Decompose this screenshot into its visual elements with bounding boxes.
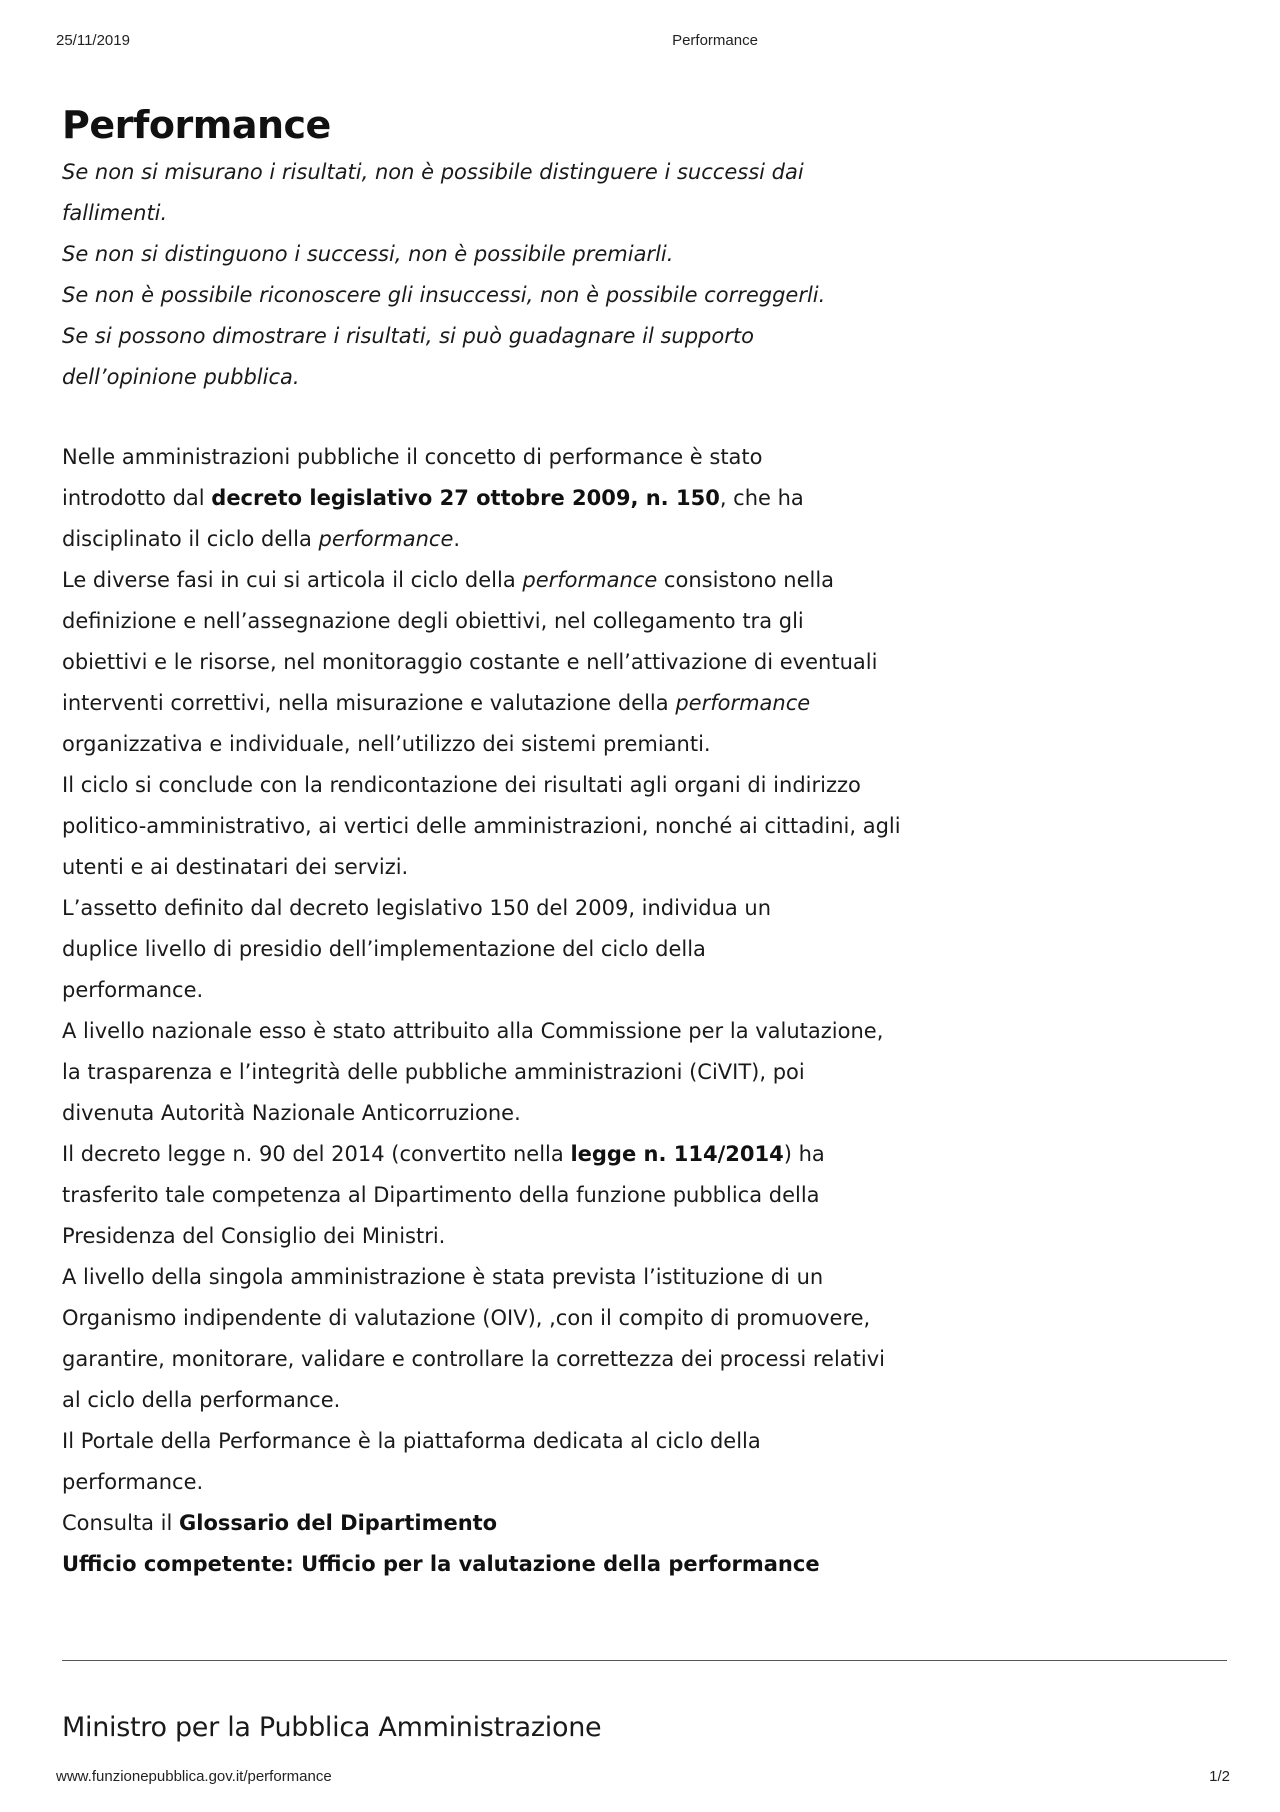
glossary-link[interactable]: Glossario del Dipartimento: [179, 1511, 498, 1535]
decree-link[interactable]: decreto legislativo 27 ottobre 2009, n. 150: [211, 486, 720, 510]
print-footer: [0, 1768, 1280, 1788]
footer-organization: Ministro per la Pubblica Amministrazione: [62, 1712, 602, 1743]
quote-line: Se non si distinguono i successi, non è possibile premiarli.: [62, 242, 674, 266]
paragraph-decree: Nelle amministrazioni pubbliche il concetto di performance è stato introdotto dal decreto legislativo 27 ottobre 2009, n. 150, che ha disciplinato il ciclo della performance.: [62, 445, 804, 551]
page-title: Performance: [62, 103, 331, 147]
print-header: [0, 32, 1280, 52]
quote-line: Se non si misurano i risultati, non è possibile distinguere i successi dai: [62, 160, 804, 184]
paragraph-phases: Le diverse fasi in cui si articola il ciclo della performance consistono nella definizione e nell’assegnazione degli obiettivi, nel collegamento tra gli obiettivi e le risorse, nel monitoraggio costante e nell’attivazione di eventuali interventi correttivi, nella misurazione e valutazione della performance organizzativa e individuale, nell’utilizzo dei sistemi premianti.: [62, 568, 878, 756]
office-in-charge[interactable]: [62, 1544, 1062, 1585]
paragraph-reporting: Il ciclo si conclude con la rendicontazione dei risultati agli organi di indirizzo politico-amministrativo, ai vertici delle amministrazioni, nonché ai cittadini, agli utenti e ai destinatari dei servizi.: [62, 773, 901, 879]
office-link[interactable]: Ufficio competente: Ufficio per la valutazione della performance: [62, 1552, 820, 1576]
quote-line: Se non è possibile riconoscere gli insuccessi, non è possibile correggerli.: [62, 283, 826, 307]
print-page-number: 1/2: [1209, 1768, 1230, 1785]
paragraph-national-level: A livello nazionale esso è stato attribuito alla Commissione per la valutazione, la trasparenza e l’integrità delle pubbliche amministrazioni (CiVIT), poi divenuta Autorità Nazionale Anticorruzione.: [62, 1019, 884, 1125]
intro-quote: [62, 152, 1062, 398]
print-page-title: Performance: [672, 32, 758, 49]
print-date: 25/11/2019: [56, 32, 130, 49]
quote-line: Se si possono dimostrare i risultati, si può guadagnare il supporto: [62, 324, 754, 348]
footer-divider: [62, 1660, 1227, 1661]
article: [62, 98, 1062, 1585]
law-link[interactable]: legge n. 114/2014: [570, 1142, 784, 1166]
paragraph-glossary: Consulta il Glossario del Dipartimento: [62, 1511, 498, 1535]
paragraph-structure: L’assetto definito dal decreto legislativo 150 del 2009, individua un duplice livello di presidio dell’implementazione del ciclo della performance.: [62, 896, 772, 1002]
quote-line: dell’opinione pubblica.: [62, 365, 300, 389]
print-url: www.funzionepubblica.gov.it/performance: [56, 1768, 332, 1785]
paragraph-oiv: A livello della singola amministrazione è stata prevista l’istituzione di un Organismo indipendente di valutazione (OIV), ,con il compito di promuovere, garantire, monitorare, validare e controllare la correttezza dei processi relativi al ciclo della performance.: [62, 1265, 885, 1412]
quote-line: fallimenti.: [62, 201, 168, 225]
paragraph-portal: Il Portale della Performance è la piattaforma dedicata al ciclo della performance.: [62, 1429, 761, 1494]
paragraph-decree-law: Il decreto legge n. 90 del 2014 (convertito nella legge n. 114/2014) ha trasferito tale competenza al Dipartimento della funzione pubblica della Presidenza del Consiglio dei Ministri.: [62, 1142, 825, 1248]
article-body: [62, 437, 1062, 1585]
